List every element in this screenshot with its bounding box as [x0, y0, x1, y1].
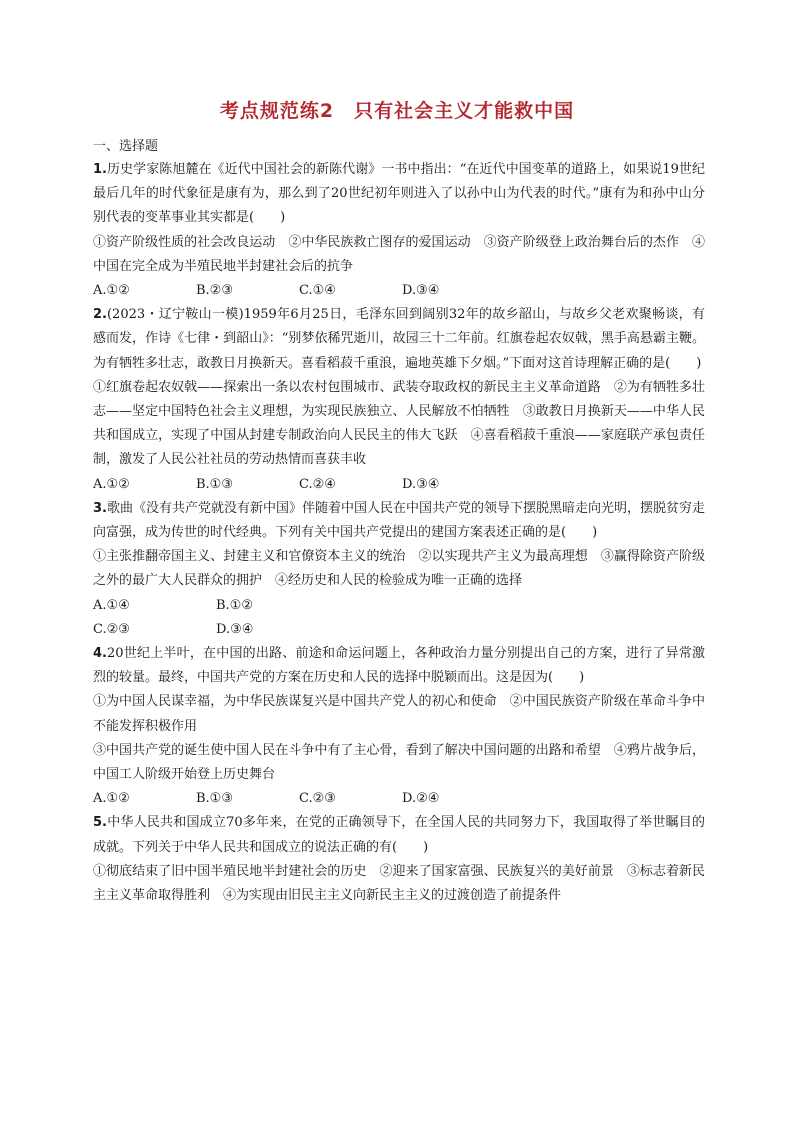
option-b[interactable]: B.②③ — [196, 283, 233, 299]
question-4 — [93, 642, 705, 811]
option-d[interactable]: D.③④ — [402, 476, 440, 492]
question-stem — [93, 303, 705, 376]
question-2 — [93, 303, 705, 497]
option-c[interactable]: C.②④ — [299, 476, 336, 492]
question-text: 20世纪上半叶，在中国的出路、前途和命运问题上，各种政治力量分别提出自己的方案，进行了异常激烈的较量。最终，中国共产党的方案在历史和人民的选择中脱颖而出。这是因为( ) — [93, 646, 705, 686]
question-text: 历史学家陈旭麓在《近代中国社会的新陈代谢》一书中指出：“在近代中国变革的道路上，如果说19世纪最后几年的时代象征是康有为，那么到了20世纪初年则进入了以孙中山为代表的时代。”康有为和孙中山分别代表的变革事业其实都是( ) — [93, 162, 705, 226]
question-1 — [93, 158, 705, 303]
answer-options — [93, 787, 705, 811]
question-3 — [93, 497, 705, 642]
question-text: 歌曲《没有共产党就没有新中国》伴随着中国人民在中国共产党的领导下摆脱黑暗走向光明，摆脱贫穷走向富强，成为传世的时代经典。下列有关中国共产党提出的建国方案表述正确的是( ) — [93, 500, 705, 541]
answer-options — [93, 594, 343, 642]
option-a[interactable]: A.①④ — [93, 597, 130, 613]
question-stem — [93, 158, 705, 231]
question-stem — [93, 497, 705, 545]
option-a[interactable]: A.①② — [93, 476, 130, 492]
question-list — [93, 158, 705, 908]
option-c[interactable]: C.②③ — [93, 621, 130, 637]
option-a[interactable]: A.①② — [93, 283, 130, 299]
option-b[interactable]: B.①③ — [196, 791, 233, 807]
question-statements: ①红旗卷起农奴戟——探索出一条以农村包围城市、武装夺取政权的新民主主义革命道路 ②为有牺牲多壮志——坚定中国特色社会主义理想，为实现民族独立、人民解放不怕牺牲 ③敢教日月换新天——中华人民共和国成立，实现了中国从封建专制政治向人民民主的伟大飞跃 ④喜看稻菽千重浪——家庭联产承包责任制，激发了人民公社社员的劳动热情而喜获丰收 — [93, 379, 705, 468]
question-statements: ①主张推翻帝国主义、封建主义和官僚资本主义的统治 ②以实现共产主义为最高理想 ③赢得除资产阶级之外的最广大人民群众的拥护 ④经历史和人民的检验成为唯一正确的选择 — [93, 549, 705, 589]
answer-options — [93, 279, 705, 303]
answer-options — [93, 473, 705, 497]
section-heading: 一、选择题 — [93, 139, 159, 154]
question-number: 5. — [93, 815, 107, 831]
question-number: 1. — [93, 162, 107, 177]
question-statements: ①为中国人民谋幸福，为中华民族谋复兴是中国共产党人的初心和使命 ②中国民族资产阶级在革命斗争中不能发挥积极作用 — [93, 694, 705, 734]
question-statements: ①资产阶级性质的社会改良运动 ②中华民族救亡图存的爱国运动 ③资产阶级登上政治舞台后的杰作 ④中国在完全成为半殖民地半封建社会后的抗争 — [93, 234, 705, 274]
question-stem — [93, 642, 705, 690]
option-d[interactable]: D.③④ — [402, 283, 440, 299]
question-number: 4. — [93, 646, 107, 662]
option-c[interactable]: C.①④ — [299, 283, 336, 299]
question-text: (2023・辽宁鞍山一模)1959年6月25日，毛泽东回到阔别32年的故乡韶山，与故乡父老欢聚畅谈，有感而发，作诗《七律・到韶山》：“别梦依稀咒逝川，故园三十二年前。红旗卷起农奴戟，黑手高悬霸主鞭。为有牺牲多壮志，敢教日月换新天。喜看稻菽千重浪，遍地英雄下夕烟。”下面对这首诗理解正确的是( ) — [93, 307, 705, 371]
option-d[interactable]: D.③④ — [216, 621, 254, 637]
page-title: 考点规范练2 只有社会主义才能救中国 — [219, 100, 575, 122]
question-text: 中华人民共和国成立70多年来，在党的正确领导下，在全国人民的共同努力下，我国取得了举世瞩目的成就。下列关于中华人民共和国成立的说法正确的有( ) — [93, 815, 705, 855]
question-5 — [93, 811, 705, 908]
question-statements: ①彻底结束了旧中国半殖民地半封建社会的历史 ②迎来了国家富强、民族复兴的美好前景 ③标志着新民主主义革命取得胜利 ④为实现由旧民主主义向新民主主义的过渡创造了前提条件 — [93, 863, 705, 904]
option-b[interactable]: B.①② — [216, 597, 253, 613]
question-number: 3. — [93, 500, 107, 516]
question-stem — [93, 811, 705, 859]
option-b[interactable]: B.①③ — [196, 476, 233, 492]
option-a[interactable]: A.①② — [93, 791, 130, 807]
question-statements: ③中国共产党的诞生使中国人民在斗争中有了主心骨，看到了解决中国问题的出路和希望 ④鸦片战争后，中国工人阶级开始登上历史舞台 — [93, 742, 705, 783]
question-number: 2. — [93, 307, 107, 323]
option-c[interactable]: C.②③ — [299, 791, 336, 807]
option-d[interactable]: D.②④ — [402, 791, 440, 807]
